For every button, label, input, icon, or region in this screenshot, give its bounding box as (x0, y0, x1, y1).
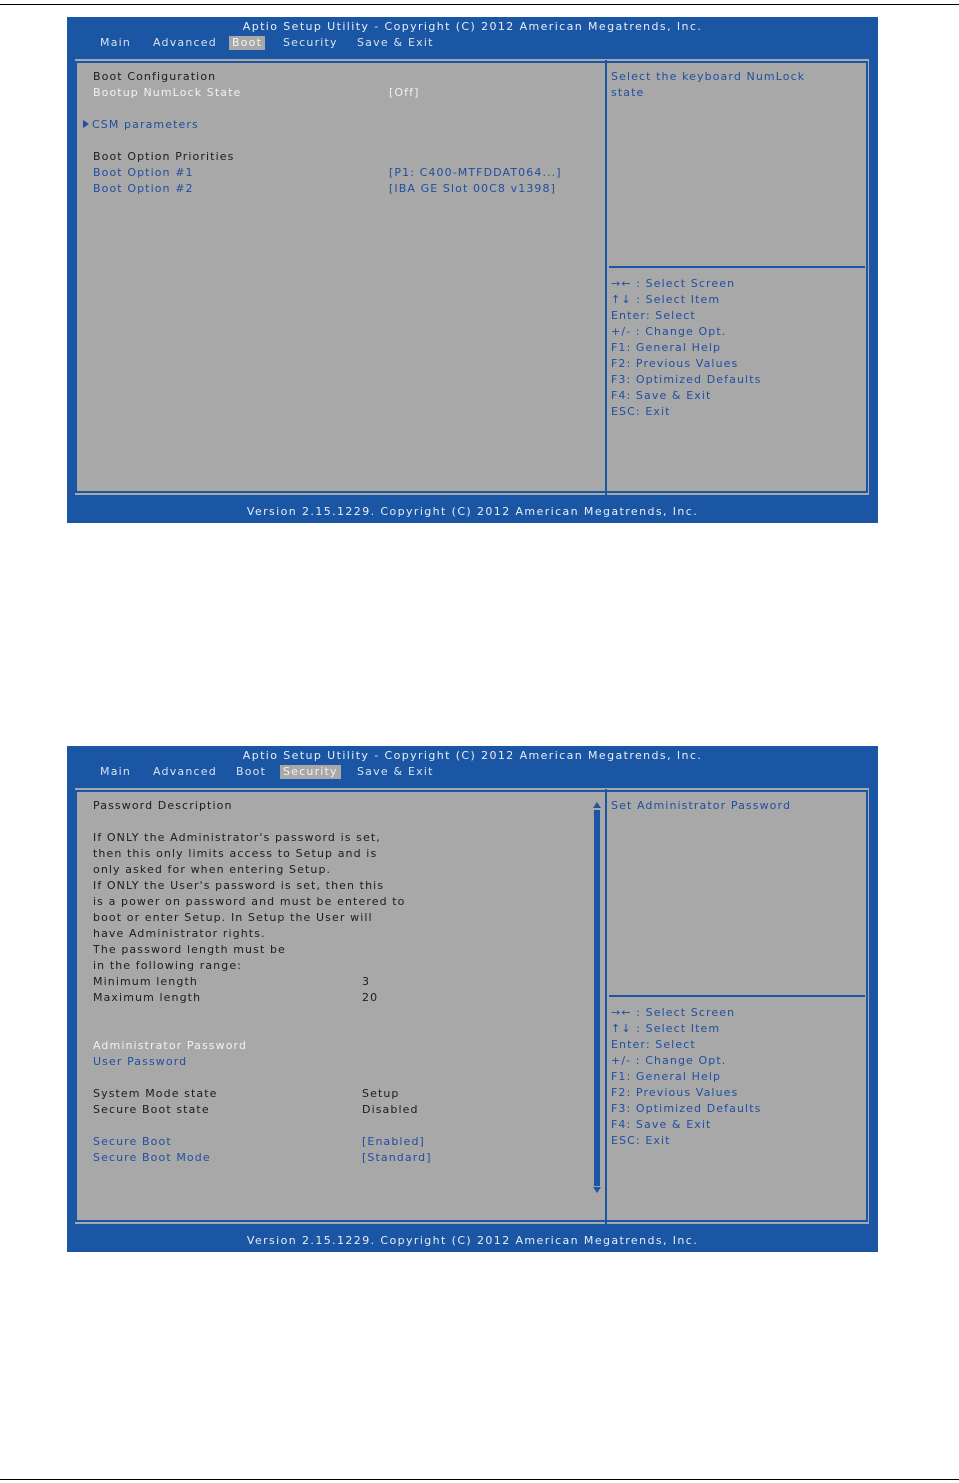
min-length-value: 3 (362, 975, 371, 988)
boot-option-1-value[interactable]: [P1: C400-MTFDDAT064...] (389, 166, 562, 179)
bootup-numlock-value[interactable]: [Off] (389, 86, 420, 99)
bios-title: Aptio Setup Utility - Copyright (C) 2012 American Megatrends, Inc. (242, 20, 703, 33)
secure-boot-state-value: Disabled (362, 1103, 419, 1116)
key-help-item: F2: Previous Values (611, 357, 739, 370)
tab-boot[interactable]: Boot (229, 36, 265, 50)
description-line: If ONLY the User's password is set, then this (93, 879, 385, 892)
description-line: is a power on password and must be entered to (93, 895, 406, 908)
key-help-item: Enter: Select (611, 1038, 696, 1051)
description-line: The password length must be (93, 943, 286, 956)
csm-parameters-link[interactable] (83, 118, 199, 132)
tab-advanced[interactable]: Advanced (153, 36, 217, 49)
tab-security[interactable]: Security (280, 765, 341, 779)
scroll-down-arrow-icon[interactable] (593, 1187, 601, 1193)
description-line: only asked for when entering Setup. (93, 863, 332, 876)
secure-boot-mode-value[interactable]: [Standard] (362, 1151, 432, 1164)
scroll-up-arrow-icon[interactable] (593, 802, 601, 808)
scrollbar-thumb[interactable] (594, 810, 600, 1186)
help-text-line-2: state (611, 86, 645, 99)
key-help-item: ↑↓ : Select Item (611, 293, 721, 306)
help-divider (609, 266, 865, 268)
key-help-item: F3: Optimized Defaults (611, 1102, 762, 1115)
key-help-item: Enter: Select (611, 309, 696, 322)
key-help-item: +/- : Change Opt. (611, 1054, 727, 1067)
tab-boot[interactable]: Boot (236, 765, 267, 778)
tab-main[interactable]: Main (100, 36, 132, 49)
key-help-item: →← : Select Screen (611, 1006, 736, 1019)
csm-parameters-label: CSM parameters (92, 118, 199, 131)
user-password-item[interactable]: User Password (93, 1055, 188, 1068)
min-length-label: Minimum length (93, 975, 198, 988)
key-help-item: ↑↓ : Select Item (611, 1022, 721, 1035)
boot-option-priorities-heading: Boot Option Priorities (93, 150, 235, 163)
tab-save-exit[interactable]: Save & Exit (357, 765, 434, 778)
key-help-item: +/- : Change Opt. (611, 325, 727, 338)
key-help-item: →← : Select Screen (611, 277, 736, 290)
help-divider (609, 995, 865, 997)
system-mode-value: Setup (362, 1087, 400, 1100)
bios-footer: Version 2.15.1229. Copyright (C) 2012 American Megatrends, Inc. (246, 1234, 699, 1247)
description-line: have Administrator rights. (93, 927, 266, 940)
key-help-item: F4: Save & Exit (611, 389, 712, 402)
tab-main[interactable]: Main (100, 765, 132, 778)
bios-footer: Version 2.15.1229. Copyright (C) 2012 American Megatrends, Inc. (246, 505, 699, 518)
top-rule (0, 4, 959, 5)
description-line: If ONLY the Administrator's password is set, (93, 831, 381, 844)
system-mode-label: System Mode state (93, 1087, 218, 1100)
secure-boot-label[interactable]: Secure Boot (93, 1135, 172, 1148)
secure-boot-value[interactable]: [Enabled] (362, 1135, 425, 1148)
boot-configuration-heading: Boot Configuration (93, 70, 217, 83)
boot-option-1-label[interactable]: Boot Option #1 (93, 166, 194, 179)
tab-advanced[interactable]: Advanced (153, 765, 217, 778)
description-line: in the following range: (93, 959, 243, 972)
bios-screen-security (67, 746, 878, 1252)
secure-boot-mode-label[interactable]: Secure Boot Mode (93, 1151, 211, 1164)
secure-boot-state-label: Secure Boot state (93, 1103, 210, 1116)
panel-divider (605, 60, 607, 495)
description-line: boot or enter Setup. In Setup the User will (93, 911, 373, 924)
panel-divider (605, 789, 607, 1224)
key-help-item: F1: General Help (611, 341, 722, 354)
bios-screen-boot (67, 17, 878, 523)
help-text-line-1: Select the keyboard NumLock (611, 70, 806, 83)
help-text-line-1: Set Administrator Password (611, 799, 792, 812)
key-help-item: ESC: Exit (611, 1134, 671, 1147)
bottom-rule (0, 1479, 959, 1480)
tab-security[interactable]: Security (283, 36, 338, 49)
max-length-value: 20 (362, 991, 379, 1004)
submenu-arrow-icon (83, 120, 89, 128)
tab-save-exit[interactable]: Save & Exit (357, 36, 434, 49)
bios-title: Aptio Setup Utility - Copyright (C) 2012 American Megatrends, Inc. (242, 749, 703, 762)
max-length-label: Maximum length (93, 991, 202, 1004)
key-help-item: F1: General Help (611, 1070, 722, 1083)
key-help-item: F4: Save & Exit (611, 1118, 712, 1131)
password-description-heading: Password Description (93, 799, 233, 812)
description-line: then this only limits access to Setup and is (93, 847, 378, 860)
key-help-item: F3: Optimized Defaults (611, 373, 762, 386)
boot-option-2-value[interactable]: [IBA GE Slot 00C8 v1398] (389, 182, 557, 195)
key-help-item: ESC: Exit (611, 405, 671, 418)
boot-option-2-label[interactable]: Boot Option #2 (93, 182, 194, 195)
bootup-numlock-label[interactable]: Bootup NumLock State (93, 86, 242, 99)
key-help-item: F2: Previous Values (611, 1086, 739, 1099)
administrator-password-item[interactable]: Administrator Password (93, 1039, 248, 1052)
